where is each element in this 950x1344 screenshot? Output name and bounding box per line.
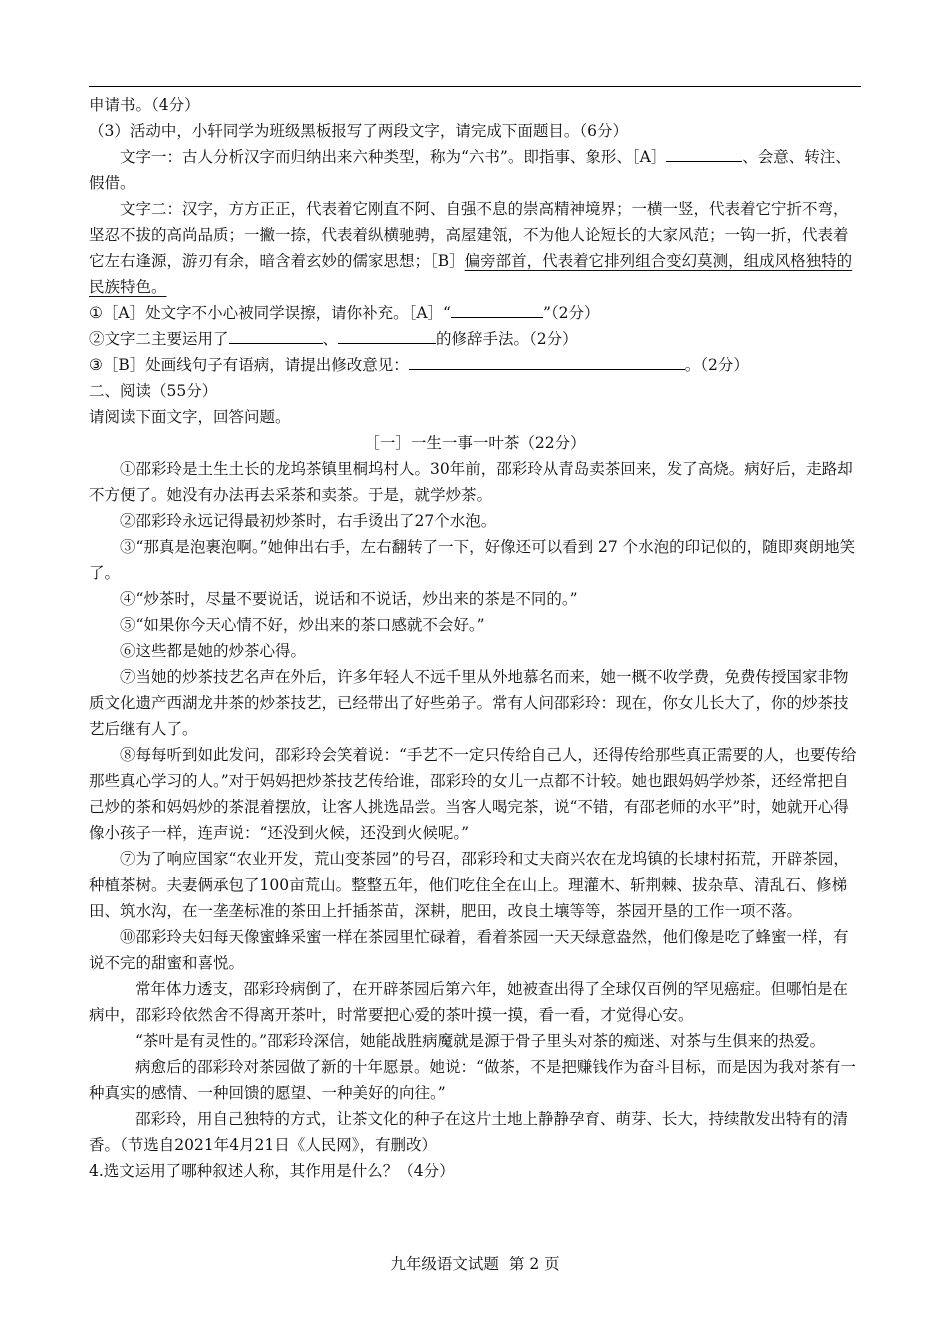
paragraph-2: ②邵彩玲永远记得最初炒茶时，右手烫出了27个水泡。 [120, 512, 497, 530]
underlined-sentence-b: 偏旁部首，代表着它排列组合变幻莫测，组成风格独特的民族特色。 [89, 252, 853, 296]
sub-question-1: ①［A］处文字不小心被同学误擦，请你补充。［A］“ ”（2分） [89, 304, 600, 322]
answer-blank-1[interactable] [451, 302, 543, 318]
line-application: 申请书。（4分） [89, 96, 200, 114]
paragraph-10: ⑩邵彩玲夫妇每天像蜜蜂采蜜一样在茶园里忙碌着，看着茶园一天天绿意盎然，他们像是吃了蜂蜜一样，有说不完的甜蜜和喜悦。 [89, 928, 849, 972]
paragraph-9: ⑦为了响应国家“农业开发，荒山变茶园”的号召，邵彩玲和丈夫商兴农在龙坞镇的长埭村拓荒，开辟茶园，种植茶树。夫妻俩承包了100亩荒山。整整五年，他们吃住全在山上。理灌木、斩荆棘、拔杂草、清乱石、修梯田、筑水沟，在一垄垄标准的茶田上扦插茶苗，深耕，肥田，改良土壤等等，茶园开垦的工作一项不落。 [89, 850, 849, 920]
paragraph-11: 常年体力透支，邵彩玲病倒了，在开辟茶园后第六年，她被查出得了全球仅百例的罕见癌症。但哪怕是在病中，邵彩玲依然舍不得离开茶叶，时常要把心爱的茶叶摸一摸，看一看，才觉得心安。 [89, 980, 849, 1024]
paragraph-1: ①邵彩玲是土生土长的龙坞茶镇里桐坞村人。30年前，邵彩玲从青岛卖茶回来，发了高烧。病好后，走路却不方便了。她没有办法再去采茶和卖茶。于是，就学炒茶。 [89, 460, 853, 504]
article-title: ［一］一生一事一叶茶（22分） [364, 434, 586, 452]
reading-instruction: 请阅读下面文字，回答问题。 [89, 408, 291, 426]
answer-blank-2b[interactable] [338, 328, 436, 344]
paragraph-8: ⑧每每听到如此发问，邵彩玲会笑着说：“手艺不一定只传给自己人，还得传给那些真正需要的人，也要传给那些真心学习的人。”对于妈妈把炒茶技艺传给谁，邵彩玲的女儿一点都不计较。她也跟妈妈学炒茶，还经常把自己炒的茶和妈妈炒的茶混着摆放，让客人挑选品尝。当客人喝完茶，说“不错，有邵老师的水平”时，她就开心得像小孩子一样，连声说：“还没到火候，还没到火候呢。” [89, 746, 857, 842]
paragraph-5: ⑤“如果你今天心情不好，炒出来的茶口感就不会好。” [120, 616, 485, 634]
paragraph-14: 邵彩玲，用自己独特的方式，让茶文化的种子在这片土地上静静孕育、萌芽、长大，持续散发出特有的清香。（节选自2021年4月21日《人民网》，有删改） [89, 1110, 849, 1154]
question-4: 4.选文运用了哪种叙述人称，其作用是什么？（4分） [89, 1162, 455, 1180]
paragraph-4: ④“炒茶时，尽量不要说话，说话和不说话，炒出来的茶是不同的。” [120, 590, 578, 608]
answer-blank-2a[interactable] [229, 328, 323, 344]
page-content [89, 92, 861, 1184]
paragraph-7: ⑦当她的炒茶技艺名声在外后，许多年轻人不远千里从外地慕名而来，她一概不收学费，免费传授国家非物质文化遗产西湖龙井茶的炒茶技艺，已经带出了好些弟子。常有人问邵彩玲：现在，你女儿长大了，你的炒茶技艺后继有人了。 [89, 668, 849, 738]
question-3-intro: （3）活动中，小轩同学为班级黑板报写了两段文字，请完成下面题目。（6分） [89, 122, 628, 140]
footer-title: 九年级语文试题 [390, 1255, 499, 1273]
blank-a[interactable] [666, 146, 742, 162]
answer-blank-3[interactable] [409, 354, 685, 370]
page-footer [0, 1252, 950, 1274]
paragraph-13: 病愈后的邵彩玲对茶园做了新的十年愿景。她说：“做茶，不是把赚钱作为奋斗目标，而是因为我对茶有一种真实的感情、一种回馈的愿望、一种美好的向往。” [89, 1058, 856, 1102]
paragraph-6: ⑥这些都是她的炒茶心得。 [120, 642, 307, 660]
text-two: 文字二：汉字，方方正正，代表着它刚直不阿、自强不息的崇高精神境界；一横一竖，代表着它宁折不弯，坚忍不拔的高尚品质；一撇一捺，代表着纵横驰骋，高屋建瓴，不为他人论短长的大家风范；一钩一折，代表着它左右逢源，游刃有余，暗含着玄妙的儒家思想；［B］偏旁部首，代表着它排列组合变幻莫测，组成风格独特的民族特色。 [89, 200, 853, 296]
sub-question-3: ③［B］处画线句子有语病，请提出修改意见： 。（2分） [89, 356, 749, 374]
paragraph-3: ③“那真是泡裹泡啊。”她伸出右手，左右翻转了一下，好像还可以看到 27 个水泡的印记似的，随即爽朗地笑了。 [89, 538, 856, 582]
sub-question-2: ②文字二主要运用了 、 的修辞手法。（2分） [89, 330, 578, 348]
text-one: 文字一：古人分析汉字而归纳出来六种类型，称为“六书”。即指事、象形、［A］ 、会意、转注、假借。 [89, 148, 851, 192]
page-number: 第 2 页 [508, 1255, 560, 1273]
header-rule [89, 86, 861, 87]
paragraph-12: “茶叶是有灵性的。”邵彩玲深信，她能战胜病魔就是源于骨子里头对茶的痴迷、对茶与生俱来的热爱。 [135, 1032, 826, 1050]
section-heading: 二、阅读（55分） [89, 382, 218, 400]
